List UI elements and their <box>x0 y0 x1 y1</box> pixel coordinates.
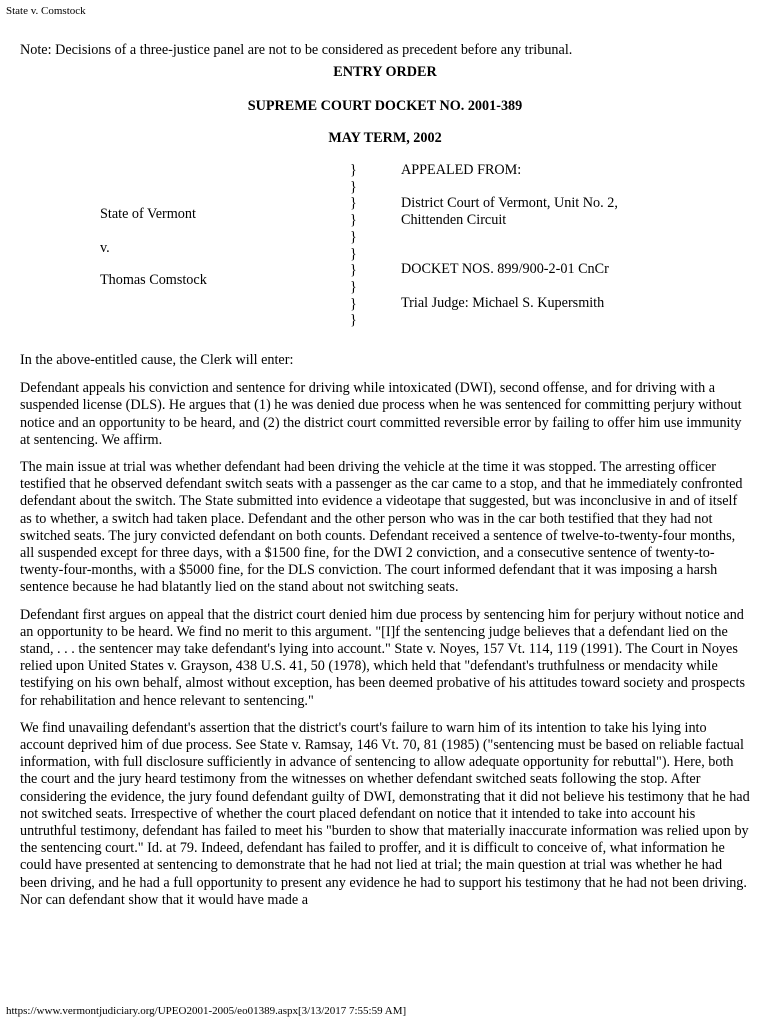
caption-brackets <box>350 162 357 329</box>
caption-bracket: } <box>350 245 357 262</box>
body-paragraph: We find unavailing defendant's assertion that the district's court's failure to warn him of its intention to take his lying into account deprived him of due process. See State v. Ramsay, 146 Vt. 70, 81 (1985) ("sentencing must be based on reliable factual information, with full disclosure sufficiently in advance of sentencing to allow adequate opportunity for rebuttal"). Here, both the court and the jury heard testimony from the witnesses on whether defendant switched seats following the stop. After considering the evidence, the jury found defendant guilty of DWI, demonstrating that it did not believe his testimony that he had not switched seats. Irrespective of whether the court placed defendant on notice that it intended to take into account his untruthful testimony, defendant has failed to meet his "burden to show that materially inaccurate information was relied upon by the sentencing court." Id. at 79. Indeed, defendant has failed to proffer, and it is difficult to conceive of, what information he could have presented at sentencing to demonstrate that he had not lied at trial; the main question at trial was whether he had been driving, and he had a full opportunity to present any evidence he had to support his testimony that he had not been driving. Nor can defendant show that it would have made a <box>20 719 750 908</box>
clerk-intro: In the above-entitled cause, the Clerk will enter: <box>20 352 294 368</box>
plaintiff-name: State of Vermont <box>100 206 196 222</box>
entry-order-title: ENTRY ORDER <box>333 64 437 80</box>
versus-label: v. <box>100 240 110 256</box>
case-caption <box>20 162 750 352</box>
defendant-name: Thomas Comstock <box>100 272 207 288</box>
caption-bracket: } <box>350 178 357 195</box>
caption-bracket: } <box>350 212 357 229</box>
document-body <box>20 42 750 919</box>
page-header: State v. Comstock <box>6 5 86 17</box>
caption-bracket: } <box>350 312 357 329</box>
term-title: MAY TERM, 2002 <box>328 130 442 146</box>
docket-numbers: DOCKET NOS. 899/900-2-01 CnCr <box>401 261 609 277</box>
body-paragraph: Defendant first argues on appeal that the district court denied him due process by sentencing him for perjury without notice and an opportunity to be heard. We find no merit to this argument. "[I]f the sentencing judge believes that a defendant lied on the stand, . . . the sentencer may take defendant's lying into account." State v. Noyes, 157 Vt. 114, 119 (1991). The Court in Noyes relied upon United States v. Grayson, 438 U.S. 41, 50 (1978), which held that "defendant's truthfulness or mendacity while testifying on his own behalf, almost without exception, has been deemed probative of his attitudes toward society and prospects for rehabilitation and hence relevant to sentencing." <box>20 606 745 709</box>
caption-bracket: } <box>350 295 357 312</box>
caption-bracket: } <box>350 162 357 178</box>
court-line-1: District Court of Vermont, Unit No. 2, <box>401 195 618 211</box>
appealed-from-label: APPEALED FROM: <box>401 162 522 178</box>
body-paragraph: Defendant appeals his conviction and sentence for driving while intoxicated (DWI), second offense, and for driving with a suspended license (DLS). He argues that (1) he was denied due process when he was sentenced for committing perjury without notice and an opportunity to be heard, and (2) the district court committed reversible error by failing to offer him use immunity at sentencing. We affirm. <box>20 380 742 448</box>
docket-title: SUPREME COURT DOCKET NO. 2001-389 <box>247 98 523 114</box>
caption-bracket: } <box>350 278 357 295</box>
page-footer-url: https://www.vermontjudiciary.org/UPEO2001-2005/eo01389.aspx[3/13/2017 7:55:59 AM] <box>6 1005 407 1017</box>
caption-bracket: } <box>350 228 357 245</box>
caption-bracket: } <box>350 262 357 279</box>
body-paragraph: The main issue at trial was whether defendant had been driving the vehicle at the time it was stopped. The arresting officer testified that he observed defendant switch seats with a passenger as the car came to a stop, and that he immediately confronted defendant about the switch. The State submitted into evidence a videotape that suggested, but was inconclusive in and of itself as to whether, a switch had taken place. Defendant and the other person who was in the car both testified that they had not switched seats. The jury convicted defendant on both counts. Defendant received a sentence of twelve-to-twenty-four months, all suspended except for three days, with a $1500 fine, for the DWI 2 conviction, and a consecutive sentence of twenty-to-twenty-four-months, with a $5000 fine, for the DLS conviction. The court informed defendant that it was imposing a harsh sentence because he had blatantly lied on the stand about not switching seats. <box>20 459 743 596</box>
court-line-2: Chittenden Circuit <box>401 212 507 228</box>
trial-judge: Trial Judge: Michael S. Kupersmith <box>401 295 605 311</box>
precedent-note: Note: Decisions of a three-justice panel are not to be considered as precedent before any tribunal. <box>20 42 573 58</box>
caption-bracket: } <box>350 195 357 212</box>
